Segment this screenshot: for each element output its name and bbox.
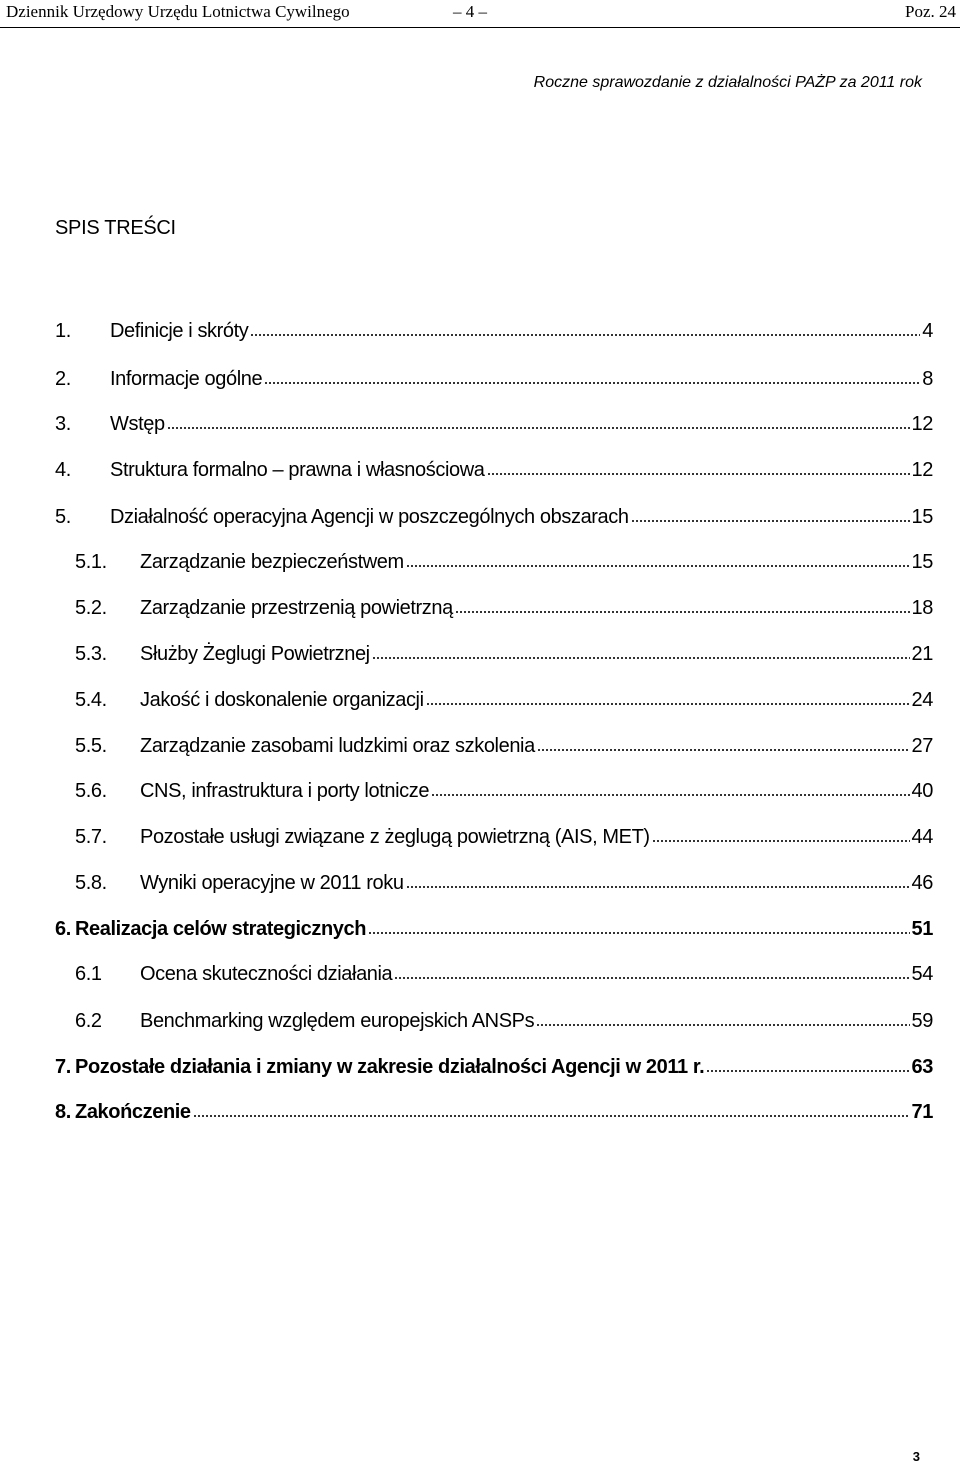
toc-entry[interactable] — [75, 686, 933, 714]
toc-entry-page: 15 — [911, 551, 933, 573]
toc-entry[interactable] — [55, 317, 933, 345]
toc-entry-title: Jakość i doskonalenie organizacji — [140, 689, 424, 711]
dot-leader — [394, 975, 909, 981]
dot-leader — [536, 1022, 909, 1028]
dot-leader — [631, 518, 910, 524]
header-rule — [0, 27, 960, 28]
toc-entry-page: 8 — [922, 368, 933, 390]
toc-entry-number: 5.5. — [75, 735, 107, 757]
toc-entry-number: 5.7. — [75, 826, 107, 848]
toc-entry-page: 12 — [911, 459, 933, 481]
journal-title: Dziennik Urzędowy Urzędu Lotnictwa Cywilnego — [6, 2, 350, 21]
toc-entry-number: 2. — [55, 368, 71, 390]
toc-entry-page: 51 — [911, 918, 933, 940]
toc-entry-page: 44 — [911, 826, 933, 848]
toc-entry[interactable] — [75, 777, 933, 805]
toc-entry-title: Wyniki operacyjne w 2011 roku — [140, 872, 404, 894]
page-marker: – 4 – — [453, 2, 487, 21]
toc-entry-page: 27 — [911, 735, 933, 757]
position-number: Poz. 24 — [905, 2, 956, 21]
toc-entry-page: 54 — [911, 963, 933, 985]
toc-entry-page: 40 — [911, 780, 933, 802]
dot-leader — [426, 701, 910, 707]
dot-leader — [487, 471, 910, 477]
toc-entry-page: 46 — [911, 872, 933, 894]
toc-entry-number: 6.1 — [75, 963, 102, 985]
toc-entry-title: Pozostałe działania i zmiany w zakresie działalności Agencji w 2011 r. — [75, 1056, 705, 1078]
toc-entry-page: 24 — [911, 689, 933, 711]
toc-entry[interactable] — [55, 456, 933, 484]
toc-entry-title: Zakończenie — [75, 1101, 191, 1123]
toc-entry[interactable] — [75, 1007, 933, 1035]
toc-entry[interactable] — [55, 1098, 933, 1126]
dot-leader — [406, 563, 910, 569]
toc-entry-page: 63 — [911, 1056, 933, 1078]
dot-leader — [193, 1113, 910, 1119]
toc-entry-number: 5.3. — [75, 643, 107, 665]
toc-entry[interactable] — [75, 640, 933, 668]
toc-entry-page: 71 — [911, 1101, 933, 1123]
toc-entry-number: 7. — [55, 1056, 71, 1078]
toc-entry-number: 8. — [55, 1101, 71, 1123]
toc-entry-title: Wstęp — [110, 413, 165, 435]
toc-entry-title: Ocena skuteczności działania — [140, 963, 393, 985]
toc-entry-title: Pozostałe usługi związane z żeglugą powietrzną (AIS, MET) — [140, 826, 650, 848]
toc-entry-number: 6.2 — [75, 1010, 102, 1032]
dot-leader — [167, 425, 910, 431]
toc-entry-title: Służby Żeglugi Powietrznej — [140, 643, 370, 665]
toc-entry-title: Zarządzanie zasobami ludzkimi oraz szkolenia — [140, 735, 535, 757]
toc-entry-number: 1. — [55, 320, 71, 342]
toc-entry[interactable] — [55, 503, 933, 531]
toc-entry[interactable] — [55, 410, 933, 438]
toc-entry-title: Działalność operacyjna Agencji w poszczególnych obszarach — [110, 506, 629, 528]
toc-entry-title: Zarządzanie przestrzenią powietrzną — [140, 597, 453, 619]
toc-heading: SPIS TREŚCI — [55, 217, 176, 239]
toc-entry-page: 12 — [911, 413, 933, 435]
toc-entry-number: 5. — [55, 506, 71, 528]
dot-leader — [406, 884, 910, 890]
toc-entry-number: 5.4. — [75, 689, 107, 711]
dot-leader — [250, 332, 920, 338]
toc-entry-page: 18 — [911, 597, 933, 619]
toc-entry-page: 15 — [911, 506, 933, 528]
toc-entry[interactable] — [75, 594, 933, 622]
toc-entry[interactable] — [75, 869, 933, 897]
toc-entry[interactable] — [75, 960, 933, 988]
toc-entry-title: Zarządzanie bezpieczeństwem — [140, 551, 404, 573]
toc-entry-title: Benchmarking względem europejskich ANSPs — [140, 1010, 535, 1032]
toc-entry-page: 4 — [922, 320, 933, 342]
dot-leader — [431, 792, 910, 798]
dot-leader — [368, 930, 909, 936]
toc-entry-title: Realizacja celów strategicznych — [75, 918, 367, 940]
toc-entry-title: Informacje ogólne — [110, 368, 263, 390]
toc-entry[interactable] — [55, 915, 933, 943]
toc-entry[interactable] — [75, 548, 933, 576]
toc-entry[interactable] — [75, 732, 933, 760]
toc-entry-number: 3. — [55, 413, 71, 435]
toc-entry-number: 5.6. — [75, 780, 107, 802]
toc-entry-page: 59 — [911, 1010, 933, 1032]
toc-entry-page: 21 — [911, 643, 933, 665]
dot-leader — [264, 380, 920, 386]
toc-entry-title: Definicje i skróty — [110, 320, 249, 342]
dot-leader — [652, 838, 910, 844]
toc-entry-number: 5.8. — [75, 872, 107, 894]
page-number: 3 — [912, 1449, 920, 1464]
report-title: Roczne sprawozdanie z działalności PAŻP za 2011 rok — [533, 74, 922, 91]
toc-entry[interactable] — [55, 1053, 933, 1081]
toc-entry-title: CNS, infrastruktura i porty lotnicze — [140, 780, 430, 802]
toc-entry-title: Struktura formalno – prawna i własnościowa — [110, 459, 485, 481]
toc-entry[interactable] — [75, 823, 933, 851]
dot-leader — [455, 609, 910, 615]
toc-entry-number: 6. — [55, 918, 71, 940]
toc-entry-number: 5.1. — [75, 551, 107, 573]
dot-leader — [706, 1068, 909, 1074]
toc-entry-number: 5.2. — [75, 597, 107, 619]
toc-entry-number: 4. — [55, 459, 71, 481]
dot-leader — [372, 655, 910, 661]
dot-leader — [537, 747, 910, 753]
toc-entry[interactable] — [55, 365, 933, 393]
